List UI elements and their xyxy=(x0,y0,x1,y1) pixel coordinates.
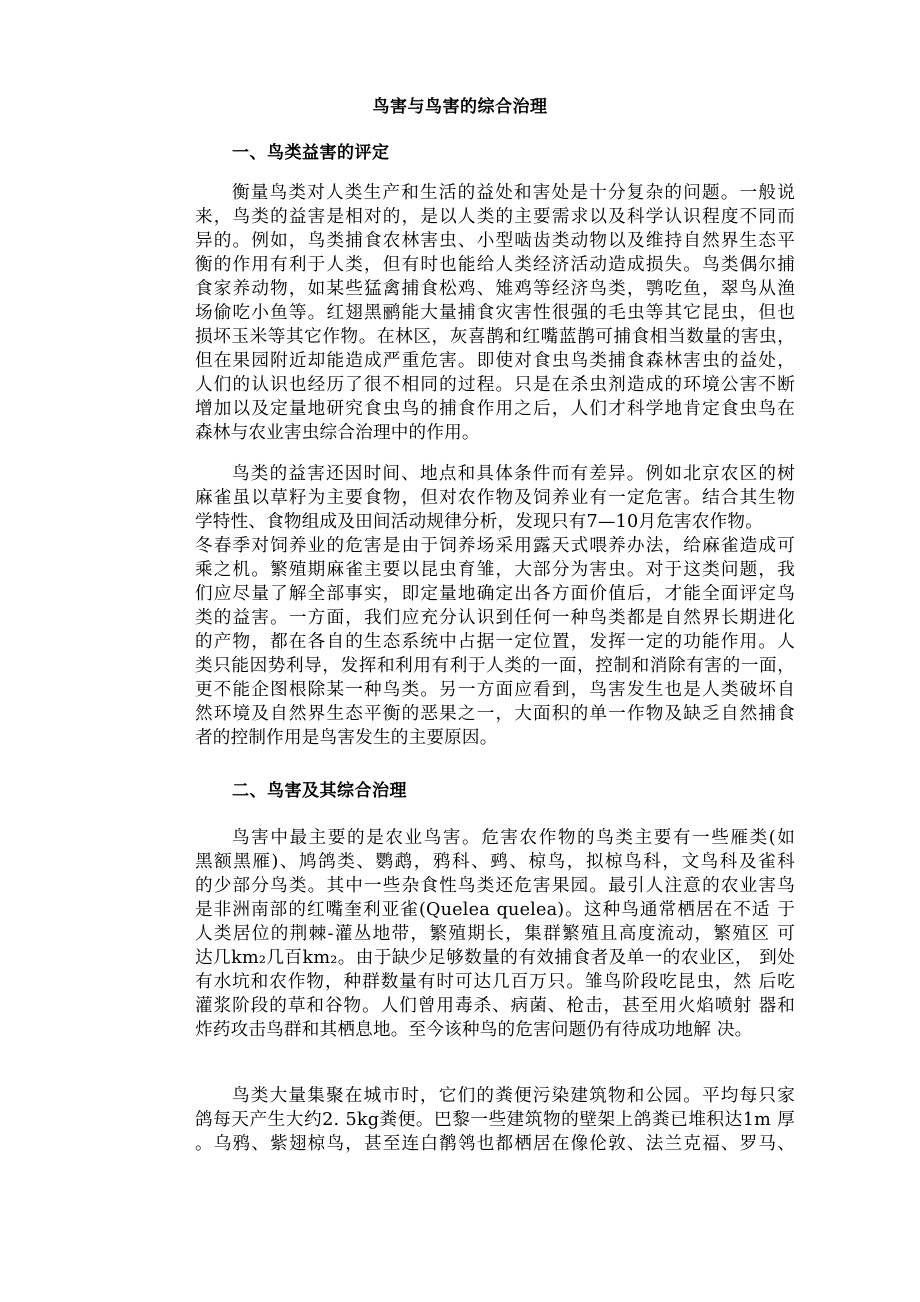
paragraph-agricultural-damage xyxy=(195,826,795,1042)
paragraph-line: 食家养动物，如某些猛禽捕食松鸡、雉鸡等经济鸟类，鹗吃鱼，翠鸟从渔 xyxy=(195,279,795,299)
paragraph-line: 人们的认识也经历了很不相同的过程。只是在杀虫剂造成的环境公害不断 xyxy=(195,375,795,395)
paragraph-urban-birds xyxy=(195,1084,795,1156)
paragraph-line: 灌浆阶段的草和谷物。人们曾用毒杀、病菌、枪击，甚至用火焰喷射 器和 xyxy=(195,996,795,1016)
paragraph-line: 鸽每天产生大约2. 5kg粪便。巴黎一些建筑物的壁架上鸽粪已堆积达1m 厚 xyxy=(195,1110,795,1130)
paragraph-evaluation-complexity xyxy=(195,181,795,445)
paragraph-line: 的产物，都在各自的生态系统中占据一定位置，发挥一定的功能作用。人 xyxy=(195,632,795,652)
paragraph-line: 然环境及自然界生态平衡的恶果之一，大面积的单一作物及缺乏自然捕食 xyxy=(195,704,795,724)
paragraph-line: 达几km₂几百km₂。由于缺少足够数量的有效捕食者及单一的农业区， 到处 xyxy=(195,948,795,968)
paragraph-evaluation-variation xyxy=(195,462,795,750)
paragraph-line: 损坏玉米等其它作物。在林区，灰喜鹊和红嘴蓝鹊可捕食相当数量的害虫， xyxy=(195,327,795,347)
paragraph-line: 类的益害。一方面，我们应充分认识到任何一种鸟类都是自然界长期进化 xyxy=(195,608,795,628)
section-heading-evaluation: 一、鸟类益害的评定 xyxy=(232,143,390,163)
paragraph-line: 学特性、食物组成及田间活动规律分析，发现只有7—10月危害农作物。 xyxy=(195,512,763,532)
paragraph-line: 冬春季对饲养业的危害是由于饲养场采用露天式喂养办法，给麻雀造成可 xyxy=(195,536,795,556)
paragraph-line: 场偷吃小鱼等。红翅黑鹂能大量捕食灾害性很强的毛虫等其它昆虫，但也 xyxy=(195,303,795,323)
paragraph-line: 衡的作用有利于人类，但有时也能给人类经济活动造成损失。鸟类偶尔捕 xyxy=(195,255,795,275)
paragraph-line: 有水坑和农作物，种群数量有时可达几百万只。雏鸟阶段吃昆虫，然 后吃 xyxy=(195,972,795,992)
paragraph-line: 麻雀虽以草籽为主要食物，但对农作物及饲养业有一定危害。结合其生物 xyxy=(195,488,795,508)
paragraph-line: 鸟类大量集聚在城市时，它们的粪便污染建筑物和公园。平均每只家 xyxy=(232,1086,795,1106)
paragraph-line: 们应尽量了解全部事实，即定量地确定出各方面价值后，才能全面评定鸟 xyxy=(195,584,795,604)
paragraph-line: 异的。例如，鸟类捕食农林害虫、小型啮齿类动物以及维持自然界生态平 xyxy=(195,231,795,251)
paragraph-line: 更不能企图根除某一种鸟类。另一方面应看到，鸟害发生也是人类破坏自 xyxy=(195,680,795,700)
paragraph-line: 黑额黑雁)、鸠鸽类、鹦鹉，鸦科、鹀、椋鸟，拟椋鸟科，文鸟科及雀科 xyxy=(195,852,795,872)
paragraph-line: 类只能因势利导，发挥和利用有利于人类的一面，控制和消除有害的一面， xyxy=(195,656,795,676)
paragraph-line: 森林与农业害虫综合治理中的作用。 xyxy=(195,423,480,443)
paragraph-line: 鸟类的益害还因时间、地点和具体条件而有差异。例如北京农区的树 xyxy=(232,464,795,484)
section-heading-control: 二、鸟害及其综合治理 xyxy=(232,781,407,801)
document-title: 鸟害与鸟害的综合治理 xyxy=(372,97,548,117)
paragraph-line: 乘之机。繁殖期麻雀主要以昆虫育雏，大部分为害虫。对于这类问题，我 xyxy=(195,560,795,580)
paragraph-line: 人类居位的荆棘-灌丛地带，繁殖期长，集群繁殖且高度流动，繁殖区 可 xyxy=(195,924,795,944)
paragraph-line: 是非洲南部的红嘴奎利亚雀(Quelea quelea)。这种鸟通常栖居在不适 于 xyxy=(195,900,795,920)
paragraph-line: 但在果园附近却能造成严重危害。即使对食虫鸟类捕食森林害虫的益处， xyxy=(195,351,795,371)
paragraph-line: 增加以及定量地研究食虫鸟的捕食作用之后，人们才科学地肯定食虫鸟在 xyxy=(195,399,795,419)
paragraph-line: 者的控制作用是鸟害发生的主要原因。 xyxy=(195,728,498,748)
paragraph-line: 炸药攻击鸟群和其栖息地。至今该种鸟的危害问题仍有待成功地解 决。 xyxy=(195,1020,753,1040)
paragraph-line: 来，鸟类的益害是相对的，是以人类的主要需求以及科学认识程度不同而 xyxy=(195,207,795,227)
paragraph-line: 的少部分鸟类。其中一些杂食性鸟类还危害果园。最引人注意的农业害鸟 xyxy=(195,876,795,896)
paragraph-line: 。乌鸦、紫翅椋鸟，甚至连白鹡鸰也都栖居在像伦敦、法兰克福、罗马、 xyxy=(195,1134,795,1154)
paragraph-line: 鸟害中最主要的是农业鸟害。危害农作物的鸟类主要有一些雁类(如 xyxy=(232,828,795,848)
paragraph-line: 衡量鸟类对人类生产和生活的益处和害处是十分复杂的问题。一般说 xyxy=(232,183,795,203)
